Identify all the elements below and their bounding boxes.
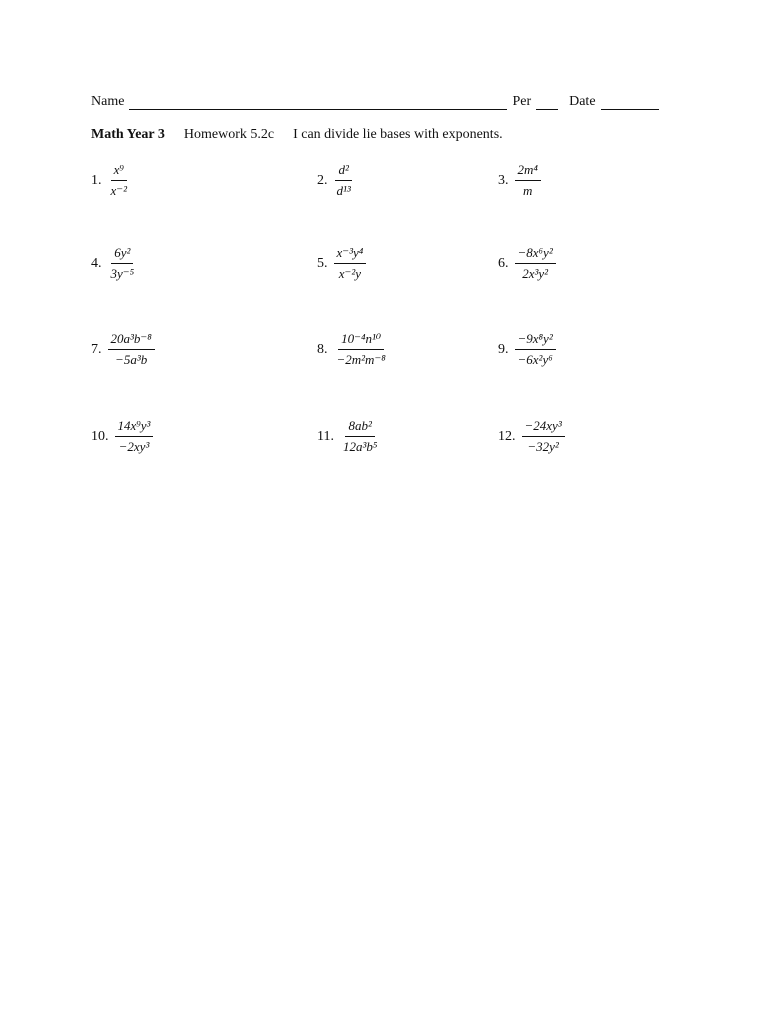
problem-5 [317,245,366,282]
date-label: Date [569,94,596,109]
numerator: x⁹ [111,162,127,181]
numerator: 6y² [111,245,133,264]
numerator: 8ab² [345,418,374,437]
fraction [108,162,131,199]
fraction [340,418,380,455]
denominator: 2x³y² [522,266,549,281]
objective-text: I can divide lie bases with exponents. [293,127,503,142]
denominator: −6x²y⁶ [517,352,553,367]
homework-label: Homework 5.2c [183,127,275,142]
fraction [108,331,155,368]
problem-number: 12. [498,428,516,444]
fraction [515,245,556,282]
problem-number: 2. [317,172,328,188]
per-blank [536,95,558,110]
denominator: −5a³b [115,352,148,367]
denominator: d¹³ [336,183,351,198]
fraction [522,418,565,455]
denominator: 12a³b⁵ [342,439,378,454]
problem-3 [498,162,541,199]
problem-12 [498,418,565,455]
date-blank [601,95,659,110]
fraction [115,418,154,455]
problem-4 [91,245,137,282]
numerator: 10⁻⁴n¹⁰ [338,331,384,350]
problem-8 [317,331,389,368]
problem-number: 5. [317,255,328,271]
problem-number: 9. [498,341,509,357]
problem-7 [91,331,155,368]
problem-6 [498,245,556,282]
numerator: −24xy³ [522,418,565,437]
numerator: x⁻³y⁴ [334,245,367,264]
denominator: x⁻² [110,183,128,198]
problem-1 [91,162,130,199]
fraction [108,245,138,282]
denominator: m [523,183,533,198]
denominator: −2xy³ [118,439,150,454]
problem-9 [498,331,556,368]
fraction [334,245,367,282]
course-title: Math Year 3 [91,127,165,142]
denominator: 3y⁻⁵ [110,266,135,281]
numerator: 14x⁹y³ [115,418,154,437]
problem-number: 11. [317,428,334,444]
numerator: −9x⁸y² [515,331,556,350]
problem-number: 4. [91,255,102,271]
fraction [515,331,556,368]
numerator: 2m⁴ [515,162,541,181]
denominator: −32y² [527,439,559,454]
name-blank [129,95,507,110]
numerator: 20a³b⁻⁸ [108,331,155,350]
numerator: −8x⁶y² [515,245,556,264]
problem-number: 7. [91,341,102,357]
problem-2 [317,162,354,199]
worksheet-title [91,127,503,143]
numerator: d² [335,162,351,181]
per-label: Per [512,94,532,109]
problem-number: 8. [317,341,328,357]
problem-10 [91,418,153,455]
fraction [515,162,541,199]
fraction [334,331,389,368]
problem-11 [317,418,380,455]
problem-number: 1. [91,172,102,188]
fraction [334,162,354,199]
problem-number: 6. [498,255,509,271]
problem-number: 10. [91,428,109,444]
name-label: Name [91,94,125,109]
name-per-date-row [91,94,681,110]
problem-number: 3. [498,172,509,188]
denominator: −2m²m⁻⁸ [336,352,386,367]
denominator: x⁻²y [338,266,362,281]
